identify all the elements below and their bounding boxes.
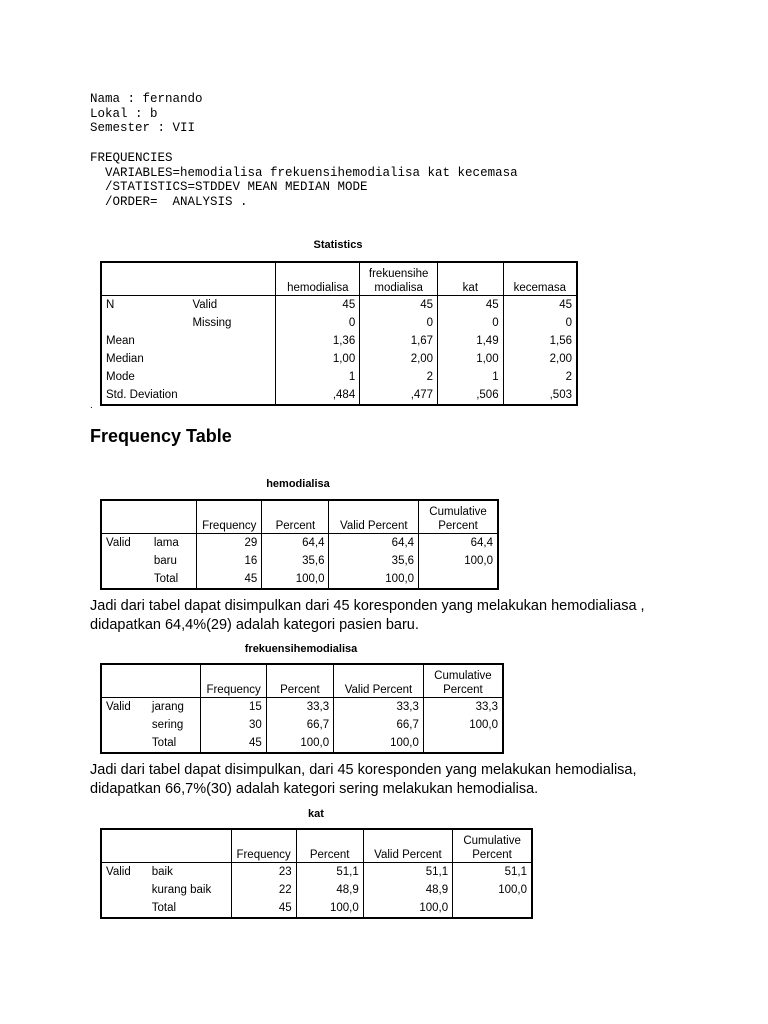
freq-value (419, 570, 498, 589)
stat-row-sub: Valid (188, 296, 275, 315)
stat-value: 2 (360, 368, 438, 386)
freq-col-header: Valid Percent (363, 829, 452, 863)
freq-value: 23 (231, 863, 296, 882)
student-semester-line: Semester : VII (90, 121, 196, 135)
freq-col-header: Percent (266, 664, 333, 698)
stat-row-sub (188, 350, 275, 368)
syntax-line: FREQUENCIES (90, 151, 173, 165)
freq-value: 22 (231, 881, 296, 899)
table-row (101, 734, 503, 753)
table-title-frekuensihemodialisa: frekuensihemodialisa (244, 643, 358, 655)
stat-value: 1,56 (549, 335, 572, 347)
stat-value: 1,00 (276, 350, 360, 368)
stat-col-header: kat (438, 262, 504, 296)
table-row (101, 332, 577, 350)
stat-value: ,506 (438, 386, 504, 405)
freq-value: 35,6 (329, 552, 419, 570)
frequency-table-frekuensihemodialisa (100, 663, 504, 754)
freq-value: 100,0 (329, 570, 419, 589)
table-row (101, 570, 498, 589)
stat-value: 1,00 (438, 350, 504, 368)
valid-label: Valid (106, 537, 131, 549)
stat-row-label (101, 314, 188, 332)
category-label: lama (150, 534, 197, 553)
stat-value: 45 (360, 296, 438, 315)
table-corner (101, 664, 201, 698)
table-row (101, 552, 498, 570)
stat-value: 0 (360, 314, 438, 332)
freq-value: 66,7 (266, 716, 333, 734)
statistics-corner (101, 262, 276, 296)
syntax-line: /ORDER= ANALYSIS . (90, 194, 248, 209)
freq-value: 100,0 (262, 570, 329, 589)
freq-value: 64,4 (470, 537, 493, 549)
stat-value: 0 (565, 317, 572, 329)
frequency-table-kat (100, 828, 533, 919)
category-label: Total (148, 899, 231, 918)
category-label: Total (148, 734, 201, 753)
freq-value: 64,4 (329, 534, 419, 553)
table-row (101, 716, 503, 734)
stat-value: 2 (565, 371, 572, 383)
statistics-table (100, 261, 578, 406)
freq-value: 64,4 (262, 534, 329, 553)
freq-value: 33,3 (334, 698, 424, 717)
stat-row-sub (188, 368, 275, 386)
stray-dot: . (90, 400, 93, 411)
freq-col-header: Cumulative Percent (463, 835, 521, 861)
freq-value: 16 (197, 552, 262, 570)
table-row (101, 881, 532, 899)
table-row (101, 899, 532, 918)
freq-value: 45 (231, 899, 296, 918)
table-row (101, 350, 577, 368)
freq-col-header: Cumulative Percent (434, 670, 492, 696)
student-name-line: Nama : fernando (90, 92, 203, 106)
freq-col-header: Frequency (201, 664, 266, 698)
table-row (101, 386, 577, 405)
freq-value: 100,0 (469, 719, 498, 731)
freq-value: 100,0 (464, 555, 493, 567)
conclusion-frekuensihemodialisa: Jadi dari tabel dapat disimpulkan, dari 45 koresponden yang melakukan hemodialisa, didapatkan 66,7%(30) adalah kategori sering melakukan hemodialisa. (90, 762, 637, 797)
stat-value: 1,67 (360, 332, 438, 350)
stat-value: 0 (276, 314, 360, 332)
category-label: baru (150, 552, 197, 570)
freq-col-header: Frequency (197, 500, 262, 534)
category-label: sering (148, 716, 201, 734)
freq-value: 51,1 (504, 866, 527, 878)
freq-col-header: Valid Percent (334, 664, 424, 698)
stat-row-label: Mean (106, 335, 135, 347)
freq-value: 33,3 (266, 698, 333, 717)
freq-col-header: Percent (262, 500, 329, 534)
freq-col-header: Frequency (231, 829, 296, 863)
conclusion-hemodialisa: Jadi dari tabel dapat disimpulkan dari 45 koresponden yang melakukan hemodialiasa , didapatkan 64,4%(29) adalah kategori pasien baru. (90, 598, 645, 633)
table-row (101, 534, 498, 553)
stat-value: 45 (276, 296, 360, 315)
category-label: jarang (148, 698, 201, 717)
table-row (101, 863, 532, 882)
stat-col-header: frekuensihe modialisa (360, 262, 438, 296)
stat-row-label: Median (106, 353, 144, 365)
stat-value: ,503 (549, 389, 572, 401)
freq-value: 35,6 (262, 552, 329, 570)
table-row (101, 698, 503, 717)
spss-syntax (90, 151, 518, 209)
freq-value: 29 (197, 534, 262, 553)
valid-label: Valid (106, 701, 131, 713)
statistics-title: Statistics (313, 239, 363, 251)
freq-col-header: Valid Percent (329, 500, 419, 534)
table-row (101, 296, 577, 315)
stat-value: 2,00 (360, 350, 438, 368)
stat-row-sub: Missing (188, 314, 275, 332)
table-title-kat: kat (308, 808, 324, 820)
frequency-table-hemodialisa (100, 499, 499, 590)
freq-col-header: Percent (296, 829, 363, 863)
stat-value: 2,00 (549, 353, 572, 365)
freq-value: 15 (201, 698, 266, 717)
freq-value: 45 (201, 734, 266, 753)
stat-value: 45 (438, 296, 504, 315)
stat-row-sub (188, 332, 275, 350)
frequency-table-heading: Frequency Table (90, 426, 232, 446)
freq-value: 48,9 (296, 881, 363, 899)
category-label: kurang baik (148, 881, 231, 899)
freq-value: 51,1 (296, 863, 363, 882)
stat-value: 1,49 (438, 332, 504, 350)
stat-value: 0 (438, 314, 504, 332)
freq-value: 48,9 (363, 881, 452, 899)
freq-value (423, 734, 503, 753)
freq-value: 100,0 (363, 899, 452, 918)
student-info (90, 92, 203, 136)
freq-value: 100,0 (334, 734, 424, 753)
stat-row-label: N (106, 299, 115, 311)
table-row (101, 314, 577, 332)
table-title-hemodialisa: hemodialisa (266, 478, 330, 490)
stat-row-label: Mode (106, 371, 135, 383)
stat-row-label: Std. Deviation (101, 386, 276, 405)
freq-value: 51,1 (363, 863, 452, 882)
category-label: baik (148, 863, 231, 882)
freq-value: 30 (201, 716, 266, 734)
freq-value: 66,7 (334, 716, 424, 734)
table-corner (101, 829, 231, 863)
stat-value: ,484 (276, 386, 360, 405)
freq-value (453, 899, 532, 918)
student-class-line: Lokal : b (90, 106, 158, 121)
stat-value: 1,36 (276, 332, 360, 350)
stat-col-header: kecemasa (513, 282, 567, 294)
table-row (101, 368, 577, 386)
stat-value: ,477 (360, 386, 438, 405)
valid-label: Valid (106, 866, 131, 878)
freq-value: 100,0 (266, 734, 333, 753)
stat-value: 1 (276, 368, 360, 386)
stat-value: 45 (559, 299, 572, 311)
freq-value: 45 (197, 570, 262, 589)
table-corner (101, 500, 197, 534)
category-label: Total (150, 570, 197, 589)
syntax-line: /STATISTICS=STDDEV MEAN MEDIAN MODE (90, 180, 368, 194)
freq-value: 100,0 (498, 884, 527, 896)
syntax-line: VARIABLES=hemodialisa frekuensihemodialisa kat kecemasa (90, 165, 518, 180)
freq-value: 33,3 (475, 701, 498, 713)
freq-value: 100,0 (296, 899, 363, 918)
stat-col-header: hemodialisa (276, 262, 360, 296)
freq-col-header: Cumulative Percent (429, 506, 487, 532)
stat-value: 1 (438, 368, 504, 386)
